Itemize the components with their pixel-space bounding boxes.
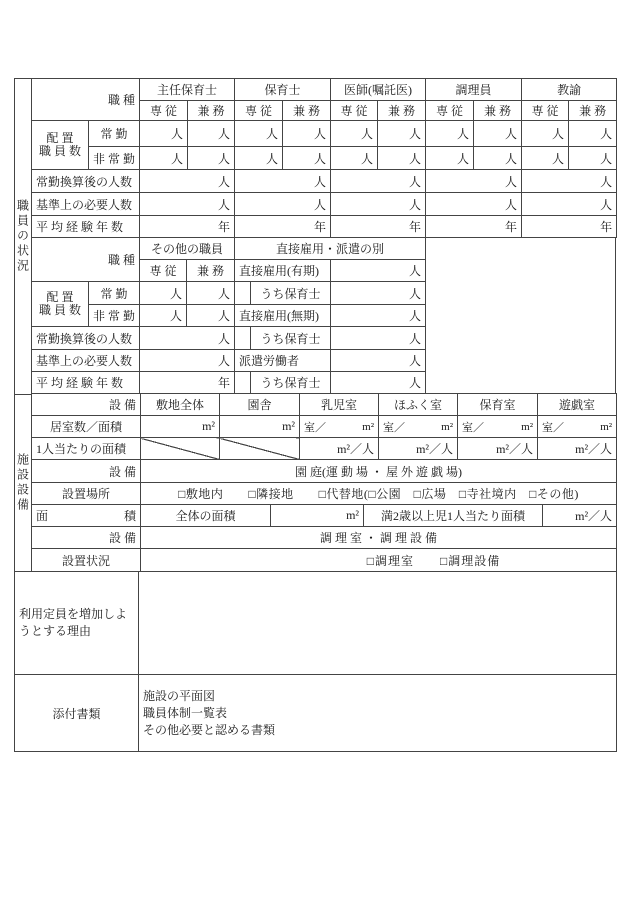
person-value-cell: 人 bbox=[140, 305, 187, 327]
application-form-table bbox=[14, 78, 617, 752]
avg-experience-label: 平 均 経 験 年 数 bbox=[32, 216, 140, 238]
assigned-staff-label bbox=[32, 282, 89, 327]
person-value-cell: 人 bbox=[331, 282, 426, 305]
empty-region bbox=[426, 238, 616, 394]
room-header-crawl: ほふく室 bbox=[379, 394, 458, 416]
m2-per-person-cell: m²／人 bbox=[458, 438, 538, 460]
diagonal-na-cell bbox=[220, 438, 300, 460]
m2-per-person-cell: m²／人 bbox=[538, 438, 617, 460]
m2-value-cell: m² bbox=[141, 416, 220, 438]
person-value-cell: 人 bbox=[378, 121, 426, 147]
facility-table bbox=[31, 393, 617, 572]
person-value-cell: 人 bbox=[235, 147, 283, 170]
reason-label-line2: うとする理由 bbox=[19, 624, 92, 638]
person-value-cell: 人 bbox=[331, 305, 426, 327]
person-value-cell: 人 bbox=[283, 121, 331, 147]
year-value-cell: 年 bbox=[426, 216, 522, 238]
person-value-cell: 人 bbox=[187, 282, 235, 305]
person-value-cell: 人 bbox=[331, 170, 426, 193]
person-value-cell: 人 bbox=[187, 305, 235, 327]
area-per-person-label: 1人当たりの面積 bbox=[32, 438, 141, 460]
indent-cell bbox=[235, 327, 251, 350]
kitchen-header: 調 理 室 ・ 調 理 設 備 bbox=[141, 527, 617, 549]
person-value-cell: 人 bbox=[140, 327, 235, 350]
kenmu-header: 兼 務 bbox=[474, 101, 522, 121]
attachment-item: 施設の平面図 bbox=[143, 688, 216, 703]
person-value-cell: 人 bbox=[140, 121, 188, 147]
year-value-cell: 年 bbox=[235, 216, 331, 238]
person-value-cell: 人 bbox=[331, 193, 426, 216]
avg-experience-label: 平 均 経 験 年 数 bbox=[32, 372, 140, 394]
room-per-m2-cell bbox=[538, 416, 617, 438]
person-value-cell: 人 bbox=[140, 350, 235, 372]
indent-cell bbox=[235, 372, 251, 394]
room-header-building: 園舎 bbox=[220, 394, 300, 416]
diagonal-na-cell bbox=[141, 438, 220, 460]
person-value-cell: 人 bbox=[140, 282, 187, 305]
person-value-cell: 人 bbox=[331, 260, 426, 282]
uchi-hoikushi-label: うち保育士 bbox=[251, 282, 331, 305]
room-header-play: 遊戯室 bbox=[538, 394, 617, 416]
section-label-facility-equipment: 施設設備 bbox=[15, 453, 30, 513]
person-value-cell: 人 bbox=[474, 121, 522, 147]
uchi-hoikushi-label: うち保育士 bbox=[251, 372, 331, 394]
m2-per-person-cell: m²／人 bbox=[379, 438, 458, 460]
person-value-cell: 人 bbox=[426, 193, 522, 216]
installation-status-label: 設置状況 bbox=[32, 549, 141, 572]
reason-label-line1: 利用定員を増加しよ bbox=[19, 607, 128, 621]
fulltime-label: 常 勤 bbox=[89, 121, 140, 147]
person-value-cell: 人 bbox=[235, 121, 283, 147]
senju-header: 専 従 bbox=[331, 101, 378, 121]
area-label: 面積 bbox=[32, 505, 141, 527]
direct-employment-permanent-label: 直接雇用(無期) bbox=[235, 305, 331, 327]
person-value-cell: 人 bbox=[378, 147, 426, 170]
m2-unit: m² bbox=[600, 420, 613, 433]
job-header-chief-nursery-teacher: 主任保育士 bbox=[140, 79, 235, 101]
required-staff-label: 基準上の必要人数 bbox=[32, 193, 140, 216]
kenmu-header: 兼 務 bbox=[569, 101, 617, 121]
person-value-cell: 人 bbox=[426, 147, 474, 170]
equipment-label: 設 備 bbox=[32, 527, 141, 549]
attachment-item: その他必要と認める書類 bbox=[143, 722, 276, 737]
uchi-hoikushi-label: うち保育士 bbox=[251, 327, 331, 350]
parttime-label: 非 常 勤 bbox=[89, 305, 140, 327]
room-slash-unit: 室／ bbox=[542, 421, 565, 434]
job-header-cook: 調理員 bbox=[426, 79, 522, 101]
person-value-cell: 人 bbox=[331, 147, 378, 170]
area-per-child-label: 満2歳以上児1人当たり面積 bbox=[364, 505, 543, 527]
attachments-list bbox=[139, 675, 617, 752]
m2-unit: m² bbox=[362, 420, 375, 433]
person-value-cell: 人 bbox=[426, 121, 474, 147]
person-value-cell: 人 bbox=[188, 121, 235, 147]
employment-type-header: 直接雇用・派遣の別 bbox=[235, 238, 426, 260]
m2-unit: m² bbox=[441, 420, 454, 433]
person-value-cell: 人 bbox=[331, 327, 426, 350]
year-value-cell: 年 bbox=[331, 216, 426, 238]
kenmu-header: 兼 務 bbox=[378, 101, 426, 121]
assigned-staff-label bbox=[32, 121, 89, 170]
person-value-cell: 人 bbox=[331, 350, 426, 372]
required-staff-label: 基準上の必要人数 bbox=[32, 350, 140, 372]
upper-bands bbox=[14, 78, 617, 572]
fulltime-converted-label: 常勤換算後の人数 bbox=[32, 170, 140, 193]
room-per-m2-cell bbox=[300, 416, 379, 438]
assigned-label-line2: 職 員 数 bbox=[38, 144, 81, 158]
room-slash-unit: 室／ bbox=[304, 421, 327, 434]
person-value-cell: 人 bbox=[474, 147, 522, 170]
kenmu-header: 兼 務 bbox=[283, 101, 331, 121]
garden-header: 園 庭(運 動 場 ・ 屋 外 遊 戯 場) bbox=[141, 460, 617, 483]
person-value-cell: 人 bbox=[140, 147, 188, 170]
room-count-area-label: 居室数／面積 bbox=[32, 416, 141, 438]
job-header-teacher: 教諭 bbox=[522, 79, 617, 101]
parttime-label: 非 常 勤 bbox=[89, 147, 140, 170]
senju-header: 専 従 bbox=[140, 260, 187, 282]
dispatch-worker-label: 派遣労働者 bbox=[235, 350, 331, 372]
staff-and-facility-tables bbox=[31, 78, 616, 572]
staff-jobs-table bbox=[31, 78, 617, 238]
year-value-cell: 年 bbox=[522, 216, 617, 238]
m2-unit: m² bbox=[521, 420, 534, 433]
job-type-label: 職 種 bbox=[32, 79, 140, 121]
fulltime-converted-label: 常勤換算後の人数 bbox=[32, 327, 140, 350]
job-header-doctor: 医師(嘱託医) bbox=[331, 79, 426, 101]
person-value-cell: 人 bbox=[331, 372, 426, 394]
other-staff-table bbox=[31, 237, 616, 394]
person-value-cell: 人 bbox=[569, 147, 617, 170]
year-value-cell: 年 bbox=[140, 216, 235, 238]
direct-employment-fixed-label: 直接雇用(有期) bbox=[235, 260, 331, 282]
person-value-cell: 人 bbox=[331, 121, 378, 147]
person-value-cell: 人 bbox=[569, 121, 617, 147]
assigned-label-line1: 配 置 bbox=[46, 290, 74, 304]
attachments-label: 添付書類 bbox=[15, 675, 139, 752]
person-value-cell: 人 bbox=[522, 147, 569, 170]
location-label: 設置場所 bbox=[32, 483, 141, 505]
room-per-m2-cell bbox=[458, 416, 538, 438]
other-staff-header: その他の職員 bbox=[140, 238, 235, 260]
reason-input-area bbox=[139, 572, 617, 675]
location-checkbox-options: □敷地内 □隣接地 □代替地(□公園 □広場 □寺社境内 □その他) bbox=[141, 483, 617, 505]
m2-per-person-cell: m²／人 bbox=[300, 438, 379, 460]
senju-header: 専 従 bbox=[522, 101, 569, 121]
m2-value-cell: m² bbox=[220, 416, 300, 438]
total-area-label: 全体の面積 bbox=[141, 505, 271, 527]
equipment-label: 設 備 bbox=[32, 394, 141, 416]
reason-attachments-table bbox=[14, 571, 617, 752]
room-header-site: 敷地全体 bbox=[141, 394, 220, 416]
m2-value-cell: m² bbox=[271, 505, 364, 527]
room-slash-unit: 室／ bbox=[383, 421, 406, 434]
room-slash-unit: 室／ bbox=[462, 421, 485, 434]
year-value-cell: 年 bbox=[140, 372, 235, 394]
job-type-label: 職 種 bbox=[32, 238, 140, 282]
person-value-cell: 人 bbox=[235, 193, 331, 216]
senju-header: 専 従 bbox=[235, 101, 283, 121]
person-value-cell: 人 bbox=[283, 147, 331, 170]
room-header-nursery: 保育室 bbox=[458, 394, 538, 416]
room-per-m2-cell bbox=[379, 416, 458, 438]
person-value-cell: 人 bbox=[522, 121, 569, 147]
person-value-cell: 人 bbox=[235, 170, 331, 193]
kenmu-header: 兼 務 bbox=[188, 101, 235, 121]
senju-header: 専 従 bbox=[426, 101, 474, 121]
assigned-label-line2: 職 員 数 bbox=[38, 303, 81, 317]
person-value-cell: 人 bbox=[188, 147, 235, 170]
person-value-cell: 人 bbox=[140, 170, 235, 193]
m2-per-person-cell: m²／人 bbox=[543, 505, 617, 527]
job-header-nursery-teacher: 保育士 bbox=[235, 79, 331, 101]
indent-cell bbox=[235, 282, 251, 305]
person-value-cell: 人 bbox=[522, 193, 617, 216]
person-value-cell: 人 bbox=[140, 193, 235, 216]
fulltime-label: 常 勤 bbox=[89, 282, 140, 305]
section-label-staff-status: 職員の状況 bbox=[15, 79, 31, 395]
person-value-cell: 人 bbox=[426, 170, 522, 193]
section-side-column bbox=[14, 78, 32, 572]
equipment-label: 設 備 bbox=[32, 460, 141, 483]
room-header-infant: 乳児室 bbox=[300, 394, 379, 416]
increase-capacity-reason-label bbox=[15, 572, 139, 675]
attachment-item: 職員体制一覧表 bbox=[143, 705, 228, 720]
senju-header: 専 従 bbox=[140, 101, 188, 121]
person-value-cell: 人 bbox=[522, 170, 617, 193]
assigned-label-line1: 配 置 bbox=[46, 131, 74, 145]
kitchen-checkbox-text: □調理室 □調理設備 bbox=[366, 553, 501, 568]
kitchen-checkbox-options bbox=[141, 549, 617, 572]
kenmu-header: 兼 務 bbox=[187, 260, 235, 282]
